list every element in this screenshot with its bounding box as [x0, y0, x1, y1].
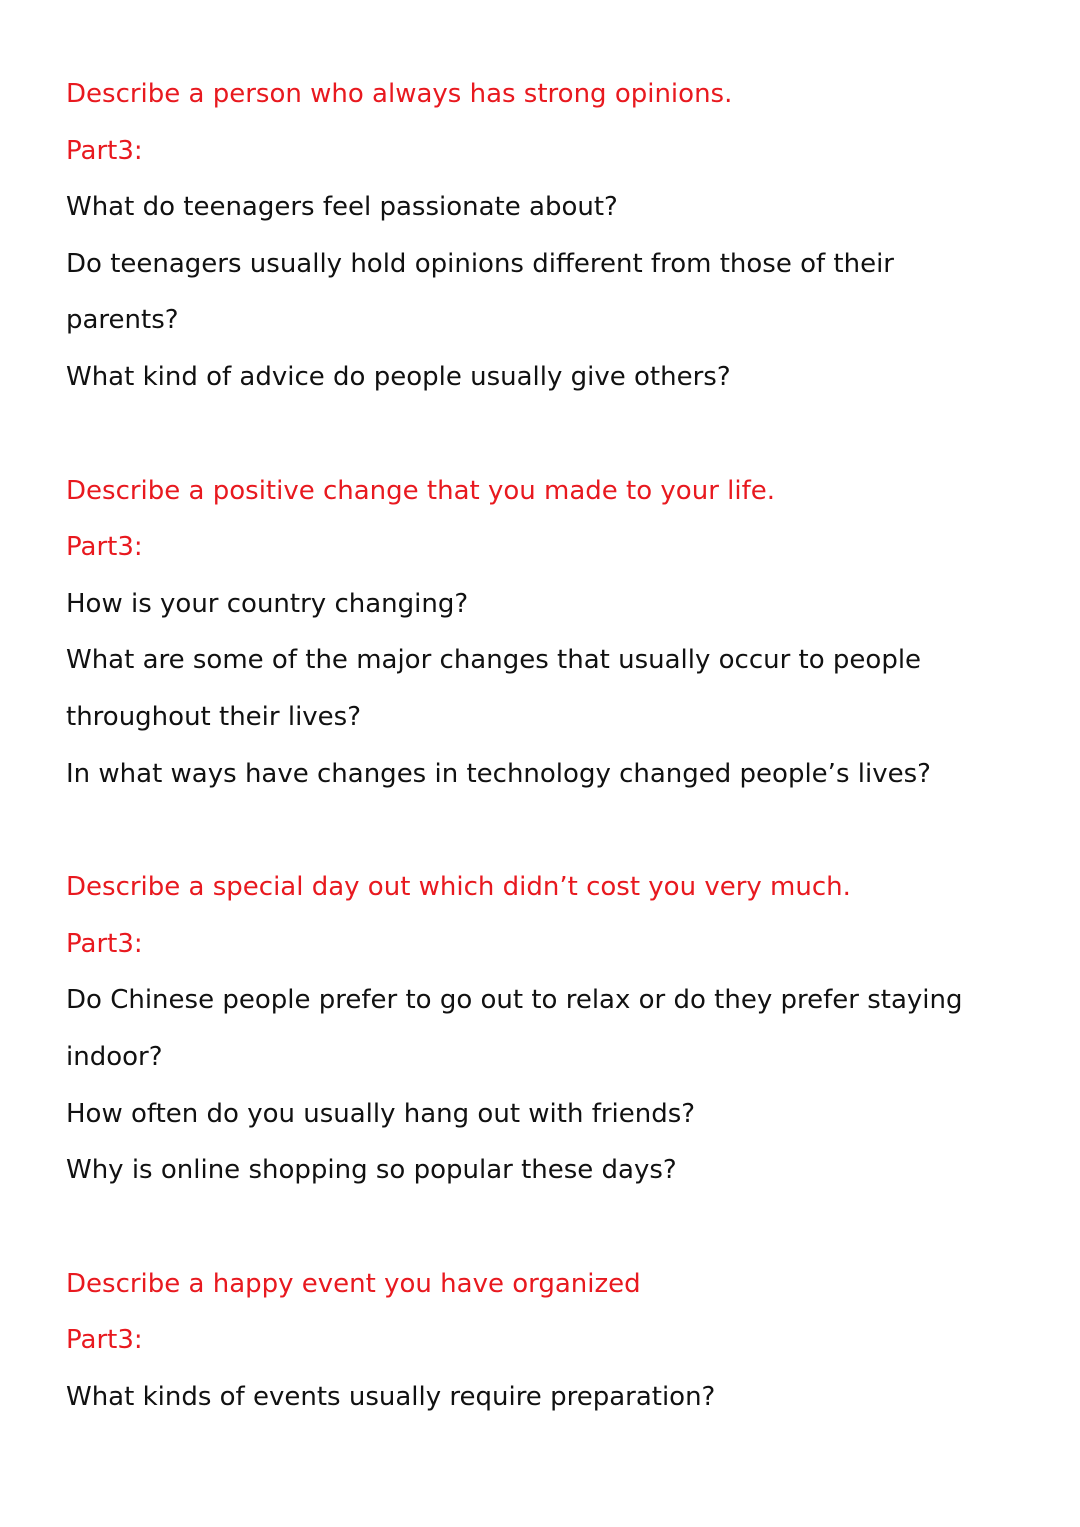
question-line: Why is online shopping so popular these days? [66, 1155, 677, 1186]
topic-title: Describe a special day out which didn’t cost you very much. [66, 872, 851, 903]
document-page [66, 66, 1006, 1482]
topic-title: Describe a positive change that you made to your life. [66, 475, 776, 506]
question-line: What kinds of events usually require preparation? [66, 1381, 716, 1412]
question-line: Do Chinese people prefer to go out to relax or do they prefer staying [66, 985, 963, 1016]
question-line: What are some of the major changes that usually occur to people [66, 645, 922, 676]
question-line: indoor? [66, 1041, 163, 1072]
topic-section-4 [66, 1256, 1006, 1426]
question-line: How often do you usually hang out with friends? [66, 1098, 696, 1129]
question-line: How is your country changing? [66, 588, 469, 619]
part-label: Part3: [66, 135, 143, 166]
question-line: Do teenagers usually hold opinions different from those of their [66, 248, 894, 279]
topic-section-2 [66, 463, 1006, 803]
topic-title: Describe a person who always has strong opinions. [66, 79, 733, 109]
question-line: What kind of advice do people usually give others? [66, 361, 731, 392]
question-line: throughout their lives? [66, 701, 362, 732]
part-label: Part3: [66, 532, 143, 563]
question-line: parents? [66, 305, 179, 336]
topic-section-1 [66, 66, 1006, 406]
part-label: Part3: [66, 928, 143, 959]
question-line: In what ways have changes in technology changed people’s lives? [66, 758, 931, 789]
topic-title: Describe a happy event you have organized [66, 1268, 641, 1299]
part-label: Part3: [66, 1325, 143, 1356]
question-line: What do teenagers feel passionate about? [66, 192, 618, 223]
topic-section-3 [66, 859, 1006, 1199]
